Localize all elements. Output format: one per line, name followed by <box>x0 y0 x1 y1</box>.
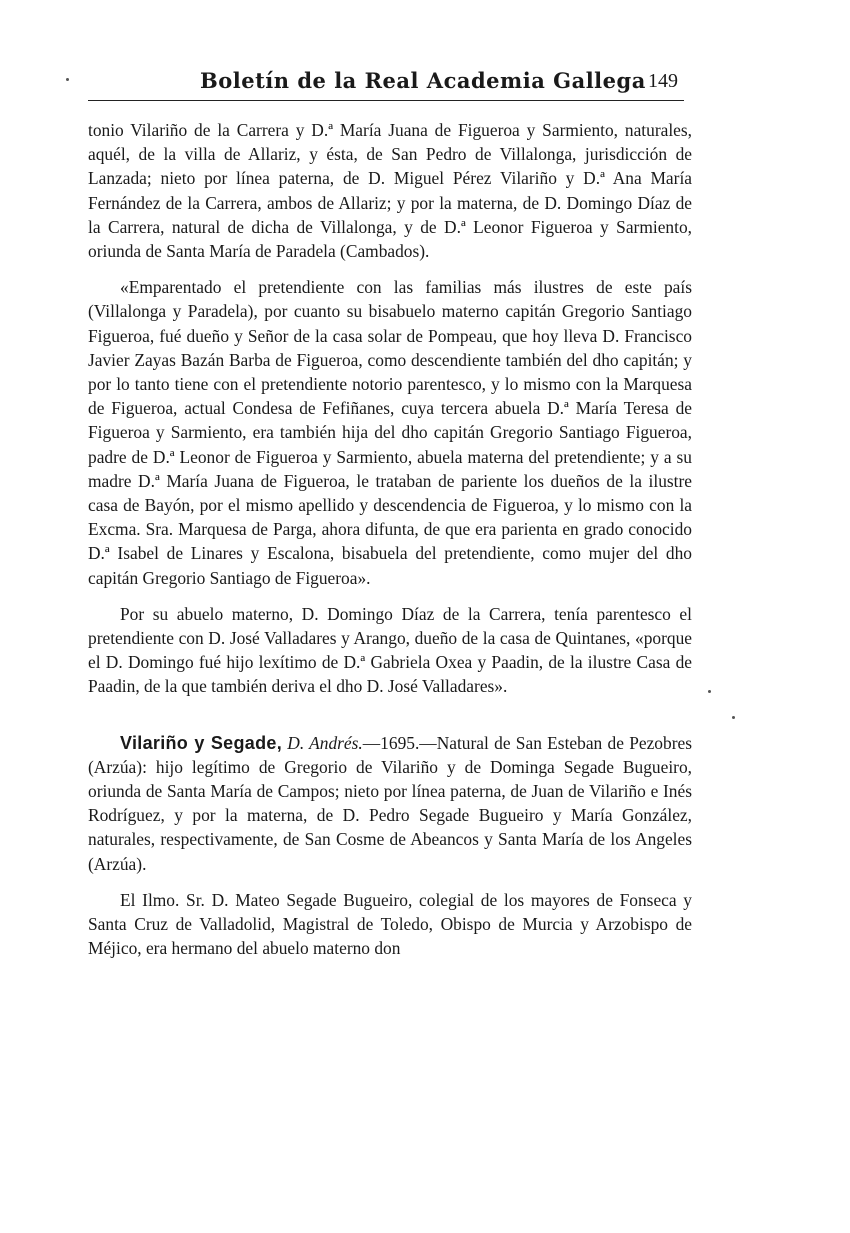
entry-surname: Vilariño y Segade, <box>120 732 282 753</box>
scan-speck <box>708 690 711 693</box>
paragraph-quote: «Emparentado el pretendiente con las familias más ilustres de este país (Villalonga y Paradela), por cuanto su bisabuelo materno capitán Gregorio Santiago Figueroa, fué dueño y Señor de la casa solar de Pompeau, que hoy lleva D. Francisco Javier Zayas Bazán Barba de Figueroa, como descendiente también del dho capitán; y por lo tanto tiene con el pretendiente notorio parentesco, y lo mismo con la Marquesa de Figueroa, actual Condesa de Fefiñanes, cuya tercera abuela D.ª María Teresa de Figueroa y Sarmiento, era también hija del dho capitán Gregorio Santiago Figueroa, padre de D.ª Leonor de Figueroa y Sarmiento, abuela materna del pretendiente; y a su madre D.ª María Juana de Figueroa, le trataban de pariente los dueños de la ilustre casa de Bayón, por el mismo apellido y descendencia de Figueroa, y lo mismo con la Excma. Sra. Marquesa de Parga, ahora difunta, de que era parienta en grado conocido D.ª Isabel de Linares y Escalona, bisabuela del pretendiente, como mujer del dho capitán Gregorio Santiago de Figueroa». <box>88 277 692 588</box>
body-text <box>88 118 692 973</box>
page-header <box>88 64 684 101</box>
paragraph-continuation: tonio Vilariño de la Carrera y D.ª María Juana de Figueroa y Sarmiento, naturales, aquél, de la villa de Allariz, y ésta, de San Pedro de Villalonga, jurisdicción de Lanzada; nieto por línea paterna, de D. Miguel Pérez Vilariño y D.ª Ana María Fernández de la Carrera, ambos de Allariz; y por la materna, de D. Domingo Díaz de la Carrera, natural de dicha de Villalonga, y de D.ª Leonor Figueroa y Sarmiento, oriunda de Santa María de Paradela (Cambados). <box>88 120 692 262</box>
running-title: Boletín de la Real Academia Gallega <box>200 68 646 93</box>
scan-speck <box>66 78 69 81</box>
paragraph-follow: El Ilmo. Sr. D. Mateo Segade Bugueiro, colegial de los mayores de Fonseca y Santa Cruz de Valladolid, Magistral de Toledo, Obispo de Murcia y Arzobispo de Méjico, era hermano del abuelo materno don <box>88 889 692 959</box>
entry-text: —1695.—Natural de San Esteban de Pezobres (Arzúa): hijo legítimo de Gregorio de Vilariño y de Dominga Segade Bugueiro, oriunda de Santa María de Campos; nieto por línea paterna, de Juan de Vilariño e Inés Rodríguez, y por la materna, de D. Pedro Segade Bugueiro y María González, naturales, respectivamente, de San Cosme de Abeancos y Santa María de los Angeles (Arzúa). <box>88 732 692 874</box>
scan-speck <box>732 716 735 719</box>
page-number: 149 <box>648 70 678 92</box>
entry-paragraph <box>88 731 692 876</box>
entry-spacer <box>88 711 692 731</box>
entry-given-name: D. Andrés. <box>287 732 363 753</box>
paragraph-maternal-grandfather: Por su abuelo materno, D. Domingo Díaz de la Carrera, tenía parentesco el pretendiente con D. José Valladares y Arango, dueño de la casa de Quintanes, «porque el D. Domingo fué hijo lexítimo de D.ª Gabriela Oxea y Paadin, de la ilustre Casa de Paadin, de la que también deriva el dho D. José Valladares». <box>88 603 692 697</box>
